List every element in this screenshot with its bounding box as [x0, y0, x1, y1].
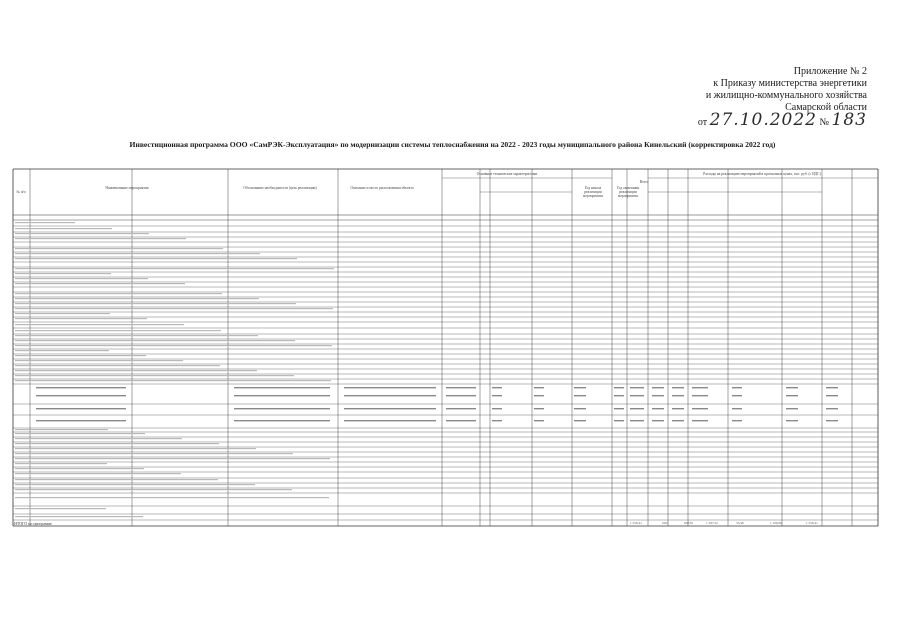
- cell-text-placeholder: [652, 420, 664, 421]
- row-text-placeholder: [15, 273, 111, 274]
- col-header-name: Наименование мероприятия: [105, 186, 149, 190]
- cell-text-placeholder: [826, 387, 838, 388]
- row-text-placeholder: [15, 375, 294, 376]
- col-header-need: Обоснование необходимости (цель реализации): [243, 186, 317, 190]
- row-text-placeholder: [15, 508, 106, 509]
- row-text-placeholder: [15, 228, 112, 229]
- cell-text-placeholder: [492, 387, 502, 388]
- cell-text-placeholder: [672, 420, 684, 421]
- cell-text-placeholder: [692, 387, 708, 388]
- cell-text-placeholder: [732, 387, 742, 388]
- cell-text-placeholder: [692, 395, 708, 396]
- cell-text-placeholder: [732, 395, 742, 396]
- cell-text-placeholder: [672, 408, 684, 409]
- cell-text-placeholder: [344, 387, 436, 388]
- total-value-1: 1 556,41: [630, 521, 642, 525]
- document-title: Инвестиционная программа ООО «СамРЭК-Эксплуатация» по модернизации системы теплоснабжения на 2022 - 2023 годы муниципального района Кинельский (корректировка 2022 год): [129, 140, 776, 149]
- row-text-placeholder: [15, 453, 293, 454]
- row-text-placeholder: [15, 313, 110, 314]
- cell-text-placeholder: [446, 408, 476, 409]
- cell-text-placeholder: [234, 387, 330, 388]
- cell-text-placeholder: [234, 408, 330, 409]
- cell-text-placeholder: [574, 408, 586, 409]
- cell-text-placeholder: [692, 408, 708, 409]
- cell-text-placeholder: [446, 420, 476, 421]
- cell-text-placeholder: [492, 395, 502, 396]
- row-text-placeholder: [15, 298, 259, 299]
- cell-text-placeholder: [630, 387, 644, 388]
- col-header-object: Описание и место расположения объекта: [350, 186, 414, 190]
- cell-text-placeholder: [344, 395, 436, 396]
- row-text-placeholder: [15, 365, 220, 366]
- col-header-finance: Расходы на реализацию мероприятий в прогнозных ценах, тыс. руб. (с НДС): [703, 172, 821, 176]
- row-text-placeholder: [15, 497, 329, 498]
- cell-text-placeholder: [732, 408, 742, 409]
- total-value-6: 1 106,06: [770, 521, 782, 525]
- col-header-total: Всего: [639, 180, 649, 184]
- row-text-placeholder: [15, 345, 332, 346]
- row-text-placeholder: [15, 268, 334, 269]
- cell-text-placeholder: [534, 387, 544, 388]
- row-text-placeholder: [15, 308, 333, 309]
- cell-text-placeholder: [672, 395, 684, 396]
- order-line: [697, 110, 867, 130]
- table-grid: [12, 168, 880, 528]
- cell-text-placeholder: [234, 420, 330, 421]
- cell-text-placeholder: [36, 420, 126, 421]
- cell-text-placeholder: [344, 420, 436, 421]
- cell-text-placeholder: [534, 395, 544, 396]
- col-header-num: № п/п: [16, 190, 26, 194]
- total-value-4: 1 187,52: [706, 521, 718, 525]
- row-text-placeholder: [15, 233, 149, 234]
- row-text-placeholder: [15, 438, 182, 439]
- cell-text-placeholder: [630, 420, 644, 421]
- cell-text-placeholder: [492, 420, 502, 421]
- header-line-3: Самарской области: [785, 102, 867, 113]
- cell-text-placeholder: [630, 408, 644, 409]
- cell-text-placeholder: [652, 395, 664, 396]
- col-header-end: Год окончания реализации мероприятия: [616, 186, 640, 199]
- row-text-placeholder: [15, 278, 148, 279]
- cell-text-placeholder: [36, 387, 126, 388]
- row-text-placeholder: [15, 484, 255, 485]
- row-text-placeholder: [15, 222, 75, 223]
- cell-text-placeholder: [446, 395, 476, 396]
- cell-text-placeholder: [574, 387, 586, 388]
- row-text-placeholder: [15, 516, 143, 517]
- row-text-placeholder: [15, 473, 181, 474]
- order-number-label: №: [819, 117, 830, 128]
- total-value-2: 0,00: [662, 521, 668, 525]
- total-value-7: 1 556,41: [806, 521, 818, 525]
- row-text-placeholder: [15, 303, 296, 304]
- cell-text-placeholder: [826, 408, 838, 409]
- header-line-2: и жилищно-коммунального хозяйства: [705, 90, 867, 101]
- appendix-label: Приложение № 2: [793, 66, 867, 77]
- cell-text-placeholder: [614, 395, 624, 396]
- cell-text-placeholder: [492, 408, 502, 409]
- row-text-placeholder: [15, 370, 257, 371]
- row-text-placeholder: [15, 468, 144, 469]
- cell-text-placeholder: [786, 420, 798, 421]
- cell-text-placeholder: [652, 387, 664, 388]
- cell-text-placeholder: [534, 420, 544, 421]
- cell-text-placeholder: [826, 420, 838, 421]
- row-text-placeholder: [15, 253, 260, 254]
- row-text-placeholder: [15, 479, 218, 480]
- cell-text-placeholder: [614, 408, 624, 409]
- cell-text-placeholder: [786, 395, 798, 396]
- cell-text-placeholder: [574, 420, 586, 421]
- cell-text-placeholder: [36, 408, 126, 409]
- total-value-5: 33,46: [736, 521, 744, 525]
- row-text-placeholder: [15, 380, 331, 381]
- cell-text-placeholder: [446, 387, 476, 388]
- row-text-placeholder: [15, 238, 186, 239]
- cell-text-placeholder: [614, 387, 624, 388]
- cell-text-placeholder: [786, 408, 798, 409]
- row-text-placeholder: [15, 283, 185, 284]
- col-header-tech: Основные технические характеристики: [476, 172, 538, 176]
- row-text-placeholder: [15, 443, 219, 444]
- total-value-3: 602,81: [684, 521, 694, 525]
- row-text-placeholder: [15, 293, 222, 294]
- order-number: 183: [831, 110, 867, 130]
- row-text-placeholder: [15, 458, 330, 459]
- cell-text-placeholder: [786, 387, 798, 388]
- cell-text-placeholder: [614, 420, 624, 421]
- total-row-label: ИТОГО по программе: [14, 521, 52, 526]
- row-text-placeholder: [15, 324, 184, 325]
- cell-text-placeholder: [672, 387, 684, 388]
- cell-text-placeholder: [36, 395, 126, 396]
- cell-text-placeholder: [692, 420, 708, 421]
- row-text-placeholder: [15, 360, 183, 361]
- row-text-placeholder: [15, 489, 292, 490]
- cell-text-placeholder: [630, 395, 644, 396]
- cell-text-placeholder: [574, 395, 586, 396]
- cell-text-placeholder: [732, 420, 742, 421]
- col-header-start: Год начала реализации мероприятия: [583, 186, 603, 199]
- cell-text-placeholder: [534, 408, 544, 409]
- row-text-placeholder: [15, 318, 147, 319]
- row-text-placeholder: [15, 335, 258, 336]
- cell-text-placeholder: [826, 395, 838, 396]
- order-from-label: от: [697, 117, 708, 128]
- row-text-placeholder: [15, 429, 108, 430]
- order-header: [698, 66, 867, 130]
- cell-text-placeholder: [234, 395, 330, 396]
- row-text-placeholder: [15, 463, 107, 464]
- row-text-placeholder: [15, 448, 256, 449]
- order-date: 27.10.2022: [709, 110, 817, 130]
- cell-text-placeholder: [652, 408, 664, 409]
- row-text-placeholder: [15, 350, 109, 351]
- cell-text-placeholder: [344, 408, 436, 409]
- row-text-placeholder: [15, 355, 146, 356]
- investment-table: [12, 168, 880, 528]
- row-text-placeholder: [15, 330, 221, 331]
- header-line-1: к Приказу министерства энергетики: [713, 78, 867, 89]
- row-text-placeholder: [15, 258, 297, 259]
- row-text-placeholder: [15, 248, 223, 249]
- row-text-placeholder: [15, 433, 145, 434]
- row-text-placeholder: [15, 340, 295, 341]
